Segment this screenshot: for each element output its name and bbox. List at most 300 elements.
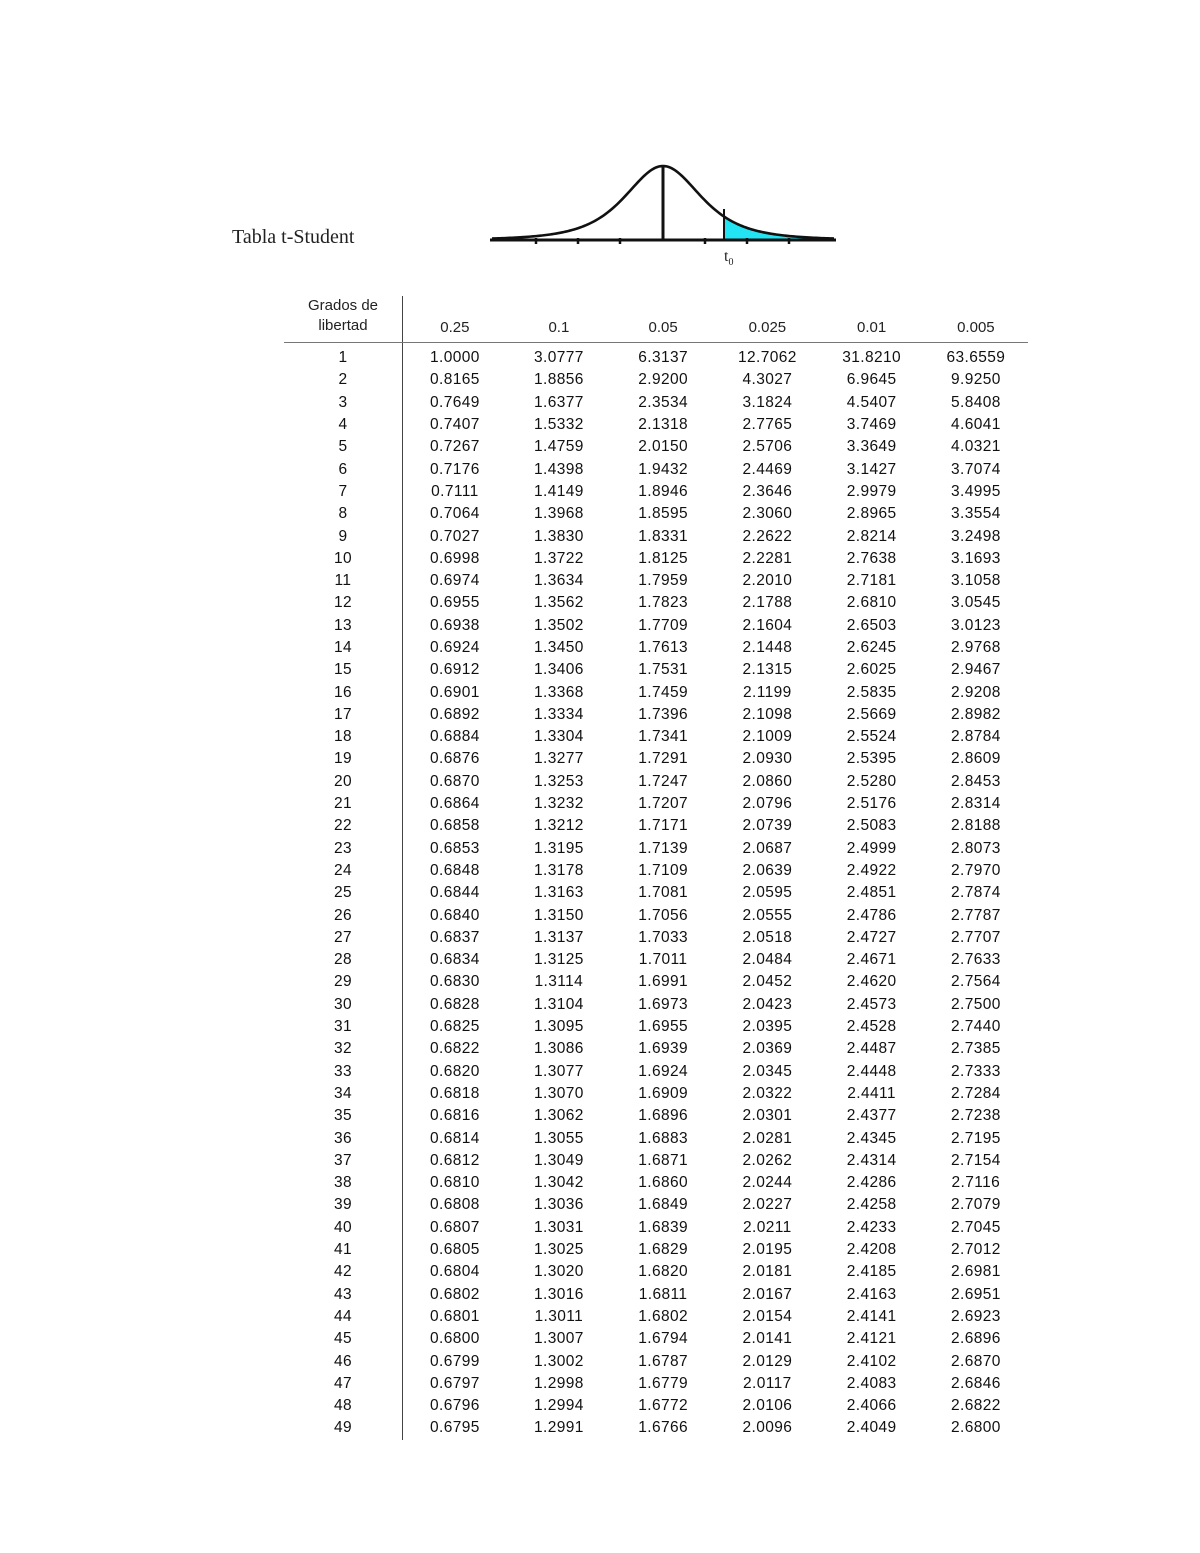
df-cell: 16 [284, 681, 403, 703]
critical-value-cell: 1.3086 [533, 1040, 584, 1058]
critical-value-cell: 0.6830 [429, 973, 480, 991]
alpha-header: 0.1 [507, 296, 611, 343]
critical-value-cell: 1.3042 [533, 1174, 584, 1192]
df-cell: 6 [284, 458, 403, 480]
critical-value-cell: 0.6974 [429, 572, 480, 590]
critical-value-cell: 1.6973 [638, 995, 689, 1013]
critical-value-cell: 0.6804 [429, 1263, 480, 1281]
critical-value-cell: 1.7056 [638, 906, 689, 924]
critical-value-cell: 0.6802 [429, 1285, 480, 1303]
critical-value-cell: 1.6820 [638, 1263, 689, 1281]
critical-value-cell: 2.9208 [950, 683, 1001, 701]
critical-value-cell: 0.6814 [429, 1129, 480, 1147]
table-row [284, 860, 1028, 882]
critical-value-cell: 2.7385 [950, 1040, 1001, 1058]
table-row [284, 369, 1028, 391]
table-row [284, 815, 1028, 837]
df-cell: 8 [284, 503, 403, 525]
critical-value-cell: 2.0395 [742, 1018, 793, 1036]
critical-value-cell: 0.6924 [429, 639, 480, 656]
critical-value-cell: 0.6822 [429, 1040, 480, 1058]
critical-value-cell: 1.3562 [533, 594, 584, 612]
critical-value-cell: 2.8314 [950, 795, 1001, 813]
critical-value-cell: 1.6377 [533, 393, 584, 411]
critical-value-cell: 2.9467 [950, 661, 1001, 679]
alpha-header: 0.05 [611, 296, 715, 343]
critical-value-cell: 1.3025 [533, 1241, 584, 1259]
critical-value-cell: 2.4233 [846, 1218, 897, 1236]
critical-value-cell: 1.7247 [638, 772, 689, 790]
critical-value-cell: 0.6848 [429, 861, 480, 879]
critical-value-cell: 2.0739 [742, 817, 793, 835]
table-row [284, 1373, 1028, 1395]
critical-value-cell: 2.7787 [950, 906, 1001, 924]
critical-value-cell: 1.3077 [533, 1062, 584, 1080]
table-row [284, 1150, 1028, 1172]
df-cell: 47 [284, 1373, 403, 1395]
df-cell: 14 [284, 637, 403, 659]
critical-value-cell: 2.4469 [742, 460, 793, 478]
critical-value-cell: 1.8331 [638, 527, 689, 545]
critical-value-cell: 1.3062 [533, 1107, 584, 1125]
critical-value-cell: 1.7396 [638, 705, 689, 723]
critical-value-cell: 6.9645 [846, 371, 897, 389]
critical-value-cell: 2.4851 [846, 884, 897, 902]
critical-value-cell: 2.4786 [846, 906, 897, 924]
critical-value-cell: 2.5835 [846, 683, 897, 701]
critical-value-cell: 2.2622 [742, 527, 793, 545]
table-row [284, 748, 1028, 770]
critical-value-cell: 2.6822 [950, 1397, 1001, 1415]
df-cell: 18 [284, 726, 403, 748]
df-cell: 15 [284, 659, 403, 681]
critical-value-cell: 2.0860 [742, 772, 793, 790]
critical-value-cell: 0.6825 [429, 1018, 480, 1036]
critical-value-cell: 3.1824 [742, 393, 793, 411]
critical-value-cell: 2.2010 [742, 572, 793, 590]
df-cell: 19 [284, 748, 403, 770]
critical-value-cell: 2.4121 [846, 1330, 897, 1348]
table-row [284, 615, 1028, 637]
critical-value-cell: 2.7045 [950, 1218, 1001, 1236]
critical-value-cell: 1.7823 [638, 594, 689, 612]
critical-value-cell: 1.7709 [638, 616, 689, 634]
critical-value-cell: 2.0687 [742, 839, 793, 857]
critical-value-cell: 1.3368 [533, 683, 584, 701]
critical-value-cell: 1.3178 [533, 861, 584, 879]
table-row [284, 838, 1028, 860]
critical-value-cell: 2.0117 [743, 1374, 792, 1392]
critical-value-cell: 1.2991 [533, 1419, 584, 1437]
critical-value-cell: 2.0639 [742, 861, 793, 879]
critical-value-cell: 4.5407 [846, 393, 897, 411]
critical-value-cell: 0.6800 [429, 1330, 480, 1348]
table-row [284, 414, 1028, 436]
table-row [284, 592, 1028, 614]
critical-value-cell: 1.7207 [638, 795, 689, 813]
df-cell: 49 [284, 1417, 403, 1439]
table-row [284, 548, 1028, 570]
critical-value-cell: 1.7081 [638, 884, 689, 902]
df-cell: 27 [284, 927, 403, 949]
critical-value-cell: 0.6799 [429, 1352, 480, 1370]
critical-value-cell: 1.3232 [533, 795, 584, 813]
critical-value-cell: 0.6807 [429, 1218, 480, 1236]
critical-value-cell: 63.6559 [946, 349, 1006, 367]
df-cell: 28 [284, 949, 403, 971]
critical-value-cell: 2.0930 [742, 750, 793, 768]
critical-value-cell: 1.3334 [533, 705, 584, 723]
critical-value-cell: 0.6876 [429, 750, 480, 768]
table-row [284, 458, 1028, 480]
critical-value-cell: 2.1604 [742, 616, 793, 634]
critical-value-cell: 2.3534 [638, 393, 689, 411]
df-cell: 2 [284, 369, 403, 391]
df-cell: 45 [284, 1328, 403, 1350]
table-row [284, 659, 1028, 681]
critical-value-cell: 2.4049 [846, 1419, 897, 1437]
critical-value-cell: 0.6810 [429, 1174, 480, 1192]
critical-value-cell: 1.3195 [533, 839, 584, 857]
critical-value-cell: 1.6772 [638, 1397, 689, 1415]
critical-value-cell: 1.8595 [638, 505, 689, 523]
critical-value-cell: 2.0301 [742, 1107, 793, 1125]
critical-value-cell: 3.7074 [950, 460, 1001, 478]
critical-value-cell: 1.7139 [638, 839, 689, 857]
df-cell: 13 [284, 615, 403, 637]
critical-value-cell: 1.6939 [638, 1040, 689, 1058]
critical-value-cell: 3.4995 [950, 482, 1001, 500]
df-cell: 42 [284, 1261, 403, 1283]
critical-value-cell: 0.7027 [429, 527, 480, 545]
t-distribution-curve [488, 160, 840, 275]
df-cell: 17 [284, 704, 403, 726]
critical-value-cell: 4.3027 [742, 371, 793, 389]
critical-value-cell: 2.4671 [846, 951, 897, 969]
critical-value-cell: 2.7638 [846, 549, 897, 567]
critical-value-cell: 2.7970 [950, 861, 1001, 879]
critical-value-cell: 2.0195 [742, 1241, 793, 1259]
table-row [284, 637, 1028, 659]
critical-value-cell: 1.3049 [533, 1151, 584, 1169]
critical-value-cell: 2.2281 [742, 549, 793, 567]
critical-value-cell: 4.0321 [950, 438, 1001, 456]
critical-value-cell: 3.1427 [846, 460, 897, 478]
critical-value-cell: 2.1098 [742, 705, 793, 723]
critical-value-cell: 2.0167 [742, 1285, 793, 1303]
table-row [284, 904, 1028, 926]
critical-value-cell: 2.7440 [950, 1018, 1001, 1036]
critical-value-cell: 1.6794 [638, 1330, 689, 1348]
critical-value-cell: 2.5280 [846, 772, 897, 790]
critical-value-cell: 1.7033 [638, 928, 689, 946]
critical-value-cell: 1.4759 [533, 438, 584, 456]
critical-value-cell: 2.1009 [742, 728, 793, 746]
critical-value-cell: 1.7291 [638, 750, 689, 768]
critical-value-cell: 2.4208 [846, 1241, 897, 1259]
critical-value-cell: 1.3020 [533, 1263, 584, 1281]
critical-value-cell: 2.1318 [638, 416, 689, 434]
critical-value-cell: 2.4448 [846, 1062, 897, 1080]
table-row [284, 1217, 1028, 1239]
critical-value-cell: 1.7959 [638, 572, 689, 590]
critical-value-cell: 1.3011 [534, 1307, 584, 1325]
alpha-header: 0.025 [715, 296, 819, 343]
critical-value-cell: 6.3137 [638, 349, 689, 367]
critical-value-cell: 31.8210 [842, 349, 902, 367]
df-cell: 38 [284, 1172, 403, 1194]
table-row [284, 1417, 1028, 1439]
table-row [284, 392, 1028, 414]
table-row [284, 343, 1028, 370]
critical-value-cell: 1.3095 [533, 1018, 584, 1036]
table-row [284, 704, 1028, 726]
table-row [284, 994, 1028, 1016]
table-row [284, 1127, 1028, 1149]
df-cell: 12 [284, 592, 403, 614]
critical-value-cell: 3.1058 [950, 572, 1001, 590]
critical-value-cell: 0.6870 [429, 772, 480, 790]
critical-value-cell: 0.7267 [429, 438, 480, 456]
critical-value-cell: 2.0227 [742, 1196, 793, 1214]
critical-value-cell: 2.4487 [846, 1040, 897, 1058]
critical-value-label: $t_0$ [724, 248, 734, 269]
table-row [284, 1038, 1028, 1060]
critical-value-cell: 0.6955 [429, 594, 480, 612]
table-row [284, 1395, 1028, 1417]
critical-value-cell: 0.6853 [429, 839, 480, 857]
critical-value-cell: 1.5332 [533, 416, 584, 434]
critical-value-cell: 0.6884 [429, 728, 480, 746]
df-cell: 25 [284, 882, 403, 904]
critical-value-cell: 1.6787 [638, 1352, 689, 1370]
critical-value-cell: 1.6909 [638, 1084, 689, 1102]
table-row [284, 570, 1028, 592]
critical-value-cell: 2.7564 [950, 973, 1001, 991]
table-row [284, 793, 1028, 815]
critical-value-cell: 1.3070 [533, 1084, 584, 1102]
critical-value-cell: 0.7111 [431, 482, 479, 500]
critical-value-cell: 2.4314 [846, 1151, 897, 1169]
critical-value-cell: 2.4083 [846, 1374, 897, 1392]
df-cell: 3 [284, 392, 403, 414]
df-cell: 37 [284, 1150, 403, 1172]
critical-value-cell: 2.6245 [846, 639, 897, 656]
critical-value-cell: 2.4141 [846, 1307, 897, 1325]
critical-value-cell: 2.7333 [950, 1062, 1001, 1080]
critical-value-cell: 2.0796 [742, 795, 793, 813]
critical-value-cell: 1.3722 [533, 549, 584, 567]
critical-value-cell: 2.6025 [846, 661, 897, 679]
df-cell: 30 [284, 994, 403, 1016]
table-row [284, 503, 1028, 525]
critical-value-cell: 2.4066 [846, 1397, 897, 1415]
critical-value-cell: 1.2994 [533, 1397, 584, 1415]
critical-value-cell: 0.6901 [429, 683, 480, 701]
critical-value-cell: 1.6955 [638, 1018, 689, 1036]
df-cell: 23 [284, 838, 403, 860]
critical-value-cell: 1.3502 [533, 616, 584, 634]
critical-value-cell: 0.6828 [429, 995, 480, 1013]
critical-value-cell: 1.3007 [533, 1330, 584, 1348]
critical-value-cell: 0.6844 [429, 884, 480, 902]
critical-value-cell: 2.0106 [742, 1397, 793, 1415]
df-column-header: Grados de libertad [284, 296, 403, 343]
critical-value-cell: 2.0595 [742, 884, 793, 902]
critical-value-cell: 1.3968 [533, 505, 584, 523]
critical-value-cell: 2.6896 [950, 1330, 1001, 1348]
critical-value-cell: 2.0423 [742, 995, 793, 1013]
df-cell: 43 [284, 1283, 403, 1305]
df-cell: 22 [284, 815, 403, 837]
critical-value-cell: 1.3304 [533, 728, 584, 746]
critical-value-cell: 2.5706 [742, 438, 793, 456]
table-row [284, 927, 1028, 949]
table-row [284, 481, 1028, 503]
critical-value-cell: 0.6938 [429, 616, 480, 634]
critical-value-cell: 2.0281 [742, 1129, 793, 1147]
critical-value-cell: 1.3104 [533, 995, 584, 1013]
critical-value-cell: 1.6811 [638, 1285, 688, 1303]
critical-value-cell: 1.7109 [638, 861, 689, 879]
critical-value-cell: 2.7012 [950, 1241, 1001, 1259]
critical-value-cell: 2.0096 [742, 1419, 793, 1437]
critical-value-cell: 2.4163 [846, 1285, 897, 1303]
df-cell: 39 [284, 1194, 403, 1216]
critical-value-cell: 2.5524 [846, 728, 897, 746]
critical-value-cell: 0.6805 [429, 1241, 480, 1259]
table-row [284, 1194, 1028, 1216]
critical-value-cell: 2.7079 [950, 1196, 1001, 1214]
critical-value-cell: 1.3450 [533, 639, 584, 656]
df-cell: 32 [284, 1038, 403, 1060]
critical-value-cell: 2.7195 [950, 1129, 1001, 1147]
critical-value-cell: 0.6864 [429, 795, 480, 813]
critical-value-cell: 0.6808 [429, 1196, 480, 1214]
critical-value-cell: 1.3830 [533, 527, 584, 545]
critical-value-cell: 0.6834 [429, 951, 480, 969]
critical-value-cell: 2.7874 [950, 884, 1001, 902]
critical-value-cell: 12.7062 [737, 349, 797, 367]
df-cell: 24 [284, 860, 403, 882]
critical-value-cell: 2.8188 [950, 817, 1001, 835]
df-cell: 26 [284, 904, 403, 926]
critical-value-cell: 2.0555 [742, 906, 793, 924]
critical-value-cell: 0.6820 [429, 1062, 480, 1080]
critical-value-cell: 2.8453 [950, 772, 1001, 790]
table-row [284, 1239, 1028, 1261]
table-row [284, 1105, 1028, 1127]
critical-value-cell: 2.0322 [742, 1084, 793, 1102]
critical-value-cell: 0.6998 [429, 549, 480, 567]
table-row [284, 1328, 1028, 1350]
critical-value-cell: 3.0123 [950, 616, 1001, 634]
critical-value-cell: 1.6839 [638, 1218, 689, 1236]
critical-value-cell: 2.4286 [846, 1174, 897, 1192]
critical-value-cell: 2.4377 [846, 1107, 897, 1125]
critical-value-cell: 1.8856 [533, 371, 584, 389]
table-row [284, 1261, 1028, 1283]
critical-value-cell: 1.8125 [638, 549, 689, 567]
df-cell: 33 [284, 1061, 403, 1083]
critical-value-cell: 1.6849 [638, 1196, 689, 1214]
critical-value-cell: 2.7116 [951, 1174, 1001, 1192]
table-row [284, 436, 1028, 458]
table-row [284, 971, 1028, 993]
critical-value-cell: 2.5669 [846, 705, 897, 723]
df-cell: 21 [284, 793, 403, 815]
table-row [284, 525, 1028, 547]
critical-value-cell: 0.6812 [429, 1151, 480, 1169]
critical-value-cell: 2.7633 [950, 951, 1001, 969]
df-cell: 40 [284, 1217, 403, 1239]
critical-value-cell: 2.9768 [950, 639, 1001, 656]
df-cell: 48 [284, 1395, 403, 1417]
df-cell: 34 [284, 1083, 403, 1105]
critical-value-cell: 2.9979 [846, 482, 897, 500]
df-cell: 4 [284, 414, 403, 436]
critical-value-cell: 2.0150 [638, 438, 689, 456]
critical-value-cell: 2.4922 [846, 861, 897, 879]
critical-value-cell: 1.0000 [429, 349, 480, 367]
critical-value-cell: 2.8982 [950, 705, 1001, 723]
critical-value-cell: 2.4620 [846, 973, 897, 991]
critical-value-cell: 2.6800 [950, 1419, 1001, 1437]
critical-value-cell: 2.6810 [846, 594, 897, 612]
df-cell: 29 [284, 971, 403, 993]
critical-value-cell: 2.0345 [742, 1062, 793, 1080]
table-row [284, 1350, 1028, 1372]
alpha-header: 0.005 [924, 296, 1028, 343]
critical-value-cell: 2.8965 [846, 505, 897, 523]
alpha-header: 0.25 [403, 296, 507, 343]
table-row [284, 1172, 1028, 1194]
critical-value-cell: 2.7154 [950, 1151, 1001, 1169]
critical-value-cell: 2.4345 [846, 1129, 897, 1147]
critical-value-cell: 0.6837 [429, 928, 480, 946]
table-row [284, 949, 1028, 971]
critical-value-cell: 4.6041 [950, 416, 1001, 434]
critical-value-cell: 3.3649 [846, 438, 897, 456]
critical-value-cell: 0.7064 [429, 505, 480, 523]
critical-value-cell: 1.8946 [638, 482, 689, 500]
critical-value-cell: 2.3060 [742, 505, 793, 523]
table-row [284, 1306, 1028, 1328]
critical-value-cell: 1.7531 [638, 661, 689, 679]
critical-value-cell: 0.6858 [429, 817, 480, 835]
critical-value-cell: 3.0777 [533, 349, 584, 367]
df-cell: 5 [284, 436, 403, 458]
critical-value-cell: 2.3646 [742, 482, 793, 500]
df-cell: 20 [284, 771, 403, 793]
critical-value-cell: 0.6795 [429, 1419, 480, 1437]
critical-value-cell: 0.8165 [429, 371, 480, 389]
table-row [284, 681, 1028, 703]
critical-value-cell: 2.8609 [950, 750, 1001, 768]
critical-value-cell: 1.3137 [533, 928, 584, 946]
critical-value-cell: 2.0518 [742, 928, 793, 946]
critical-value-cell: 1.3016 [533, 1285, 584, 1303]
critical-value-cell: 1.6860 [638, 1174, 689, 1192]
critical-value-cell: 1.3036 [533, 1196, 584, 1214]
critical-value-cell: 2.0369 [742, 1040, 793, 1058]
critical-value-cell: 2.5083 [846, 817, 897, 835]
critical-value-cell: 1.6802 [638, 1307, 689, 1325]
critical-value-cell: 2.1315 [742, 661, 793, 679]
critical-value-cell: 1.7459 [638, 683, 689, 701]
df-cell: 7 [284, 481, 403, 503]
critical-value-cell: 2.8784 [950, 728, 1001, 746]
